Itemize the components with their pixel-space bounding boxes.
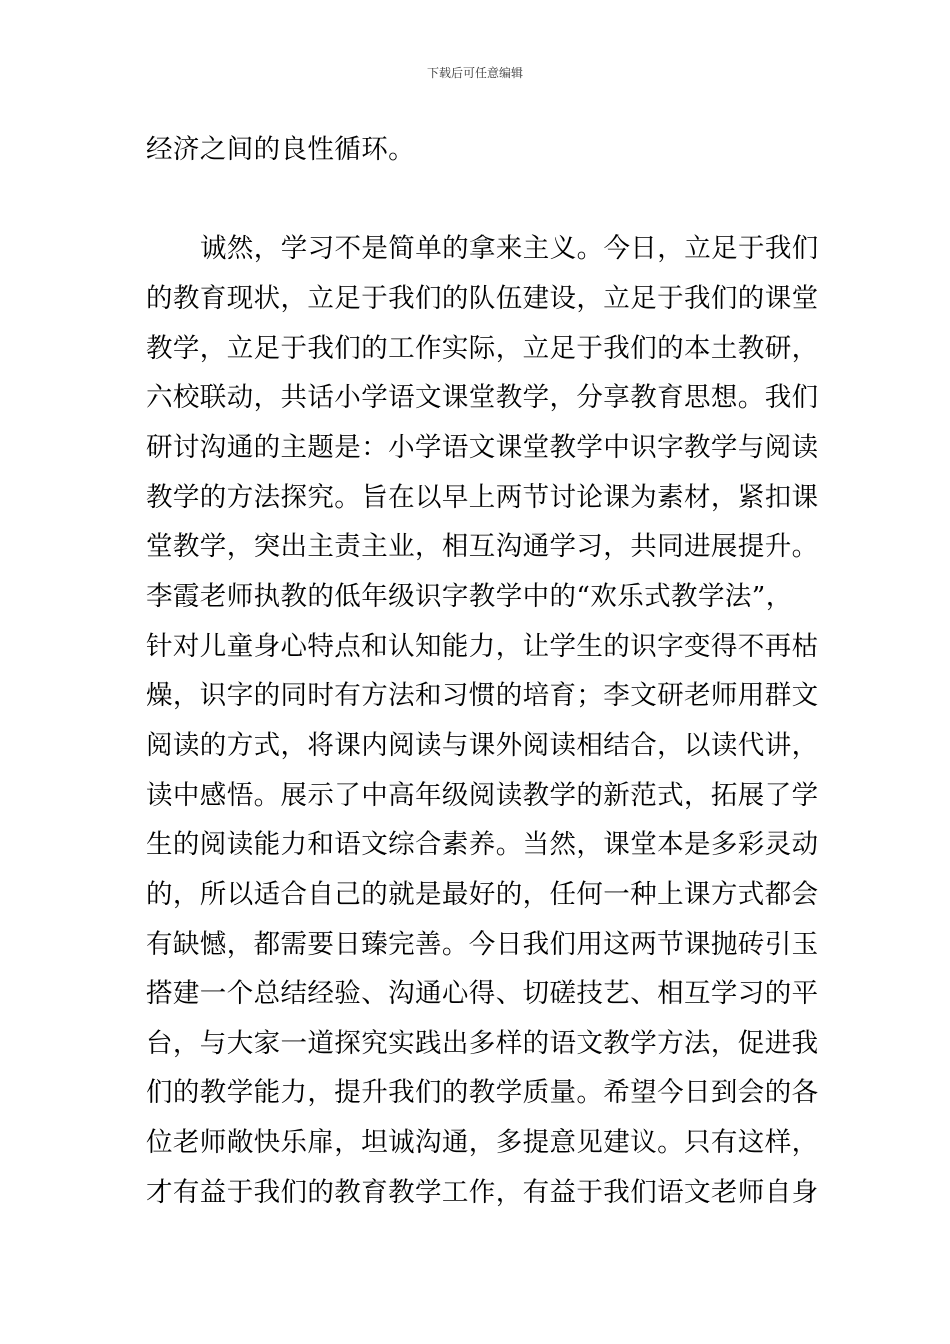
text-line: 教学，立足于我们的工作实际，立足于我们的本土教研， [146, 333, 819, 364]
text-line: 燥，识字的同时有方法和习惯的培育；李文研老师用群文 [146, 680, 819, 711]
text-line: 有缺憾，都需要日臻完善。今日我们用这两节课抛砖引玉 [146, 929, 819, 960]
text-line: 六校联动，共话小学语文课堂教学，分享教育思想。我们 [146, 382, 819, 413]
text-line: 针对儿童身心特点和认知能力，让学生的识字变得不再枯 [146, 631, 819, 662]
text-line: 才有益于我们的教育教学工作，有益于我们语文老师自身 [146, 1177, 819, 1208]
text-line: 经济之间的良性循环。 [146, 134, 415, 165]
text-line: 教学的方法探究。旨在以早上两节讨论课为素材，紧扣课 [146, 482, 819, 513]
text-line: 阅读的方式，将课内阅读与课外阅读相结合，以读代讲， [146, 730, 819, 761]
text-line: 诚然，学习不是简单的拿来主义。今日，立足于我们 [200, 233, 819, 264]
text-line: 搭建一个总结经验、沟通心得、切磋技艺、相互学习的平 [146, 978, 819, 1009]
text-line: 读中感悟。展示了中高年级阅读教学的新范式，拓展了学 [146, 780, 819, 811]
text-line: 李霞老师执教的低年级识字教学中的“欢乐式教学法”， [146, 581, 793, 612]
text-line: 台，与大家一道探究实践出多样的语文教学方法，促进我 [146, 1028, 819, 1059]
text-line: 堂教学，突出主责主业，相互沟通学习，共同进展提升。 [146, 531, 819, 562]
text-line: 研讨沟通的主题是：小学语文课堂教学中识字教学与阅读 [146, 432, 819, 463]
text-line: 的，所以适合自己的就是最好的，任何一种上课方式都会 [146, 879, 819, 910]
page-header-note: 下载后可任意编辑 [426, 66, 523, 80]
text-line: 的教育现状，立足于我们的队伍建设，立足于我们的课堂 [146, 283, 819, 314]
text-line: 位老师敞快乐扉，坦诚沟通，多提意见建议。只有这样， [146, 1127, 819, 1158]
text-line: 们的教学能力，提升我们的教学质量。希望今日到会的各 [146, 1077, 819, 1108]
text-line: 生的阅读能力和语文综合素养。当然，课堂本是多彩灵动 [146, 829, 819, 860]
